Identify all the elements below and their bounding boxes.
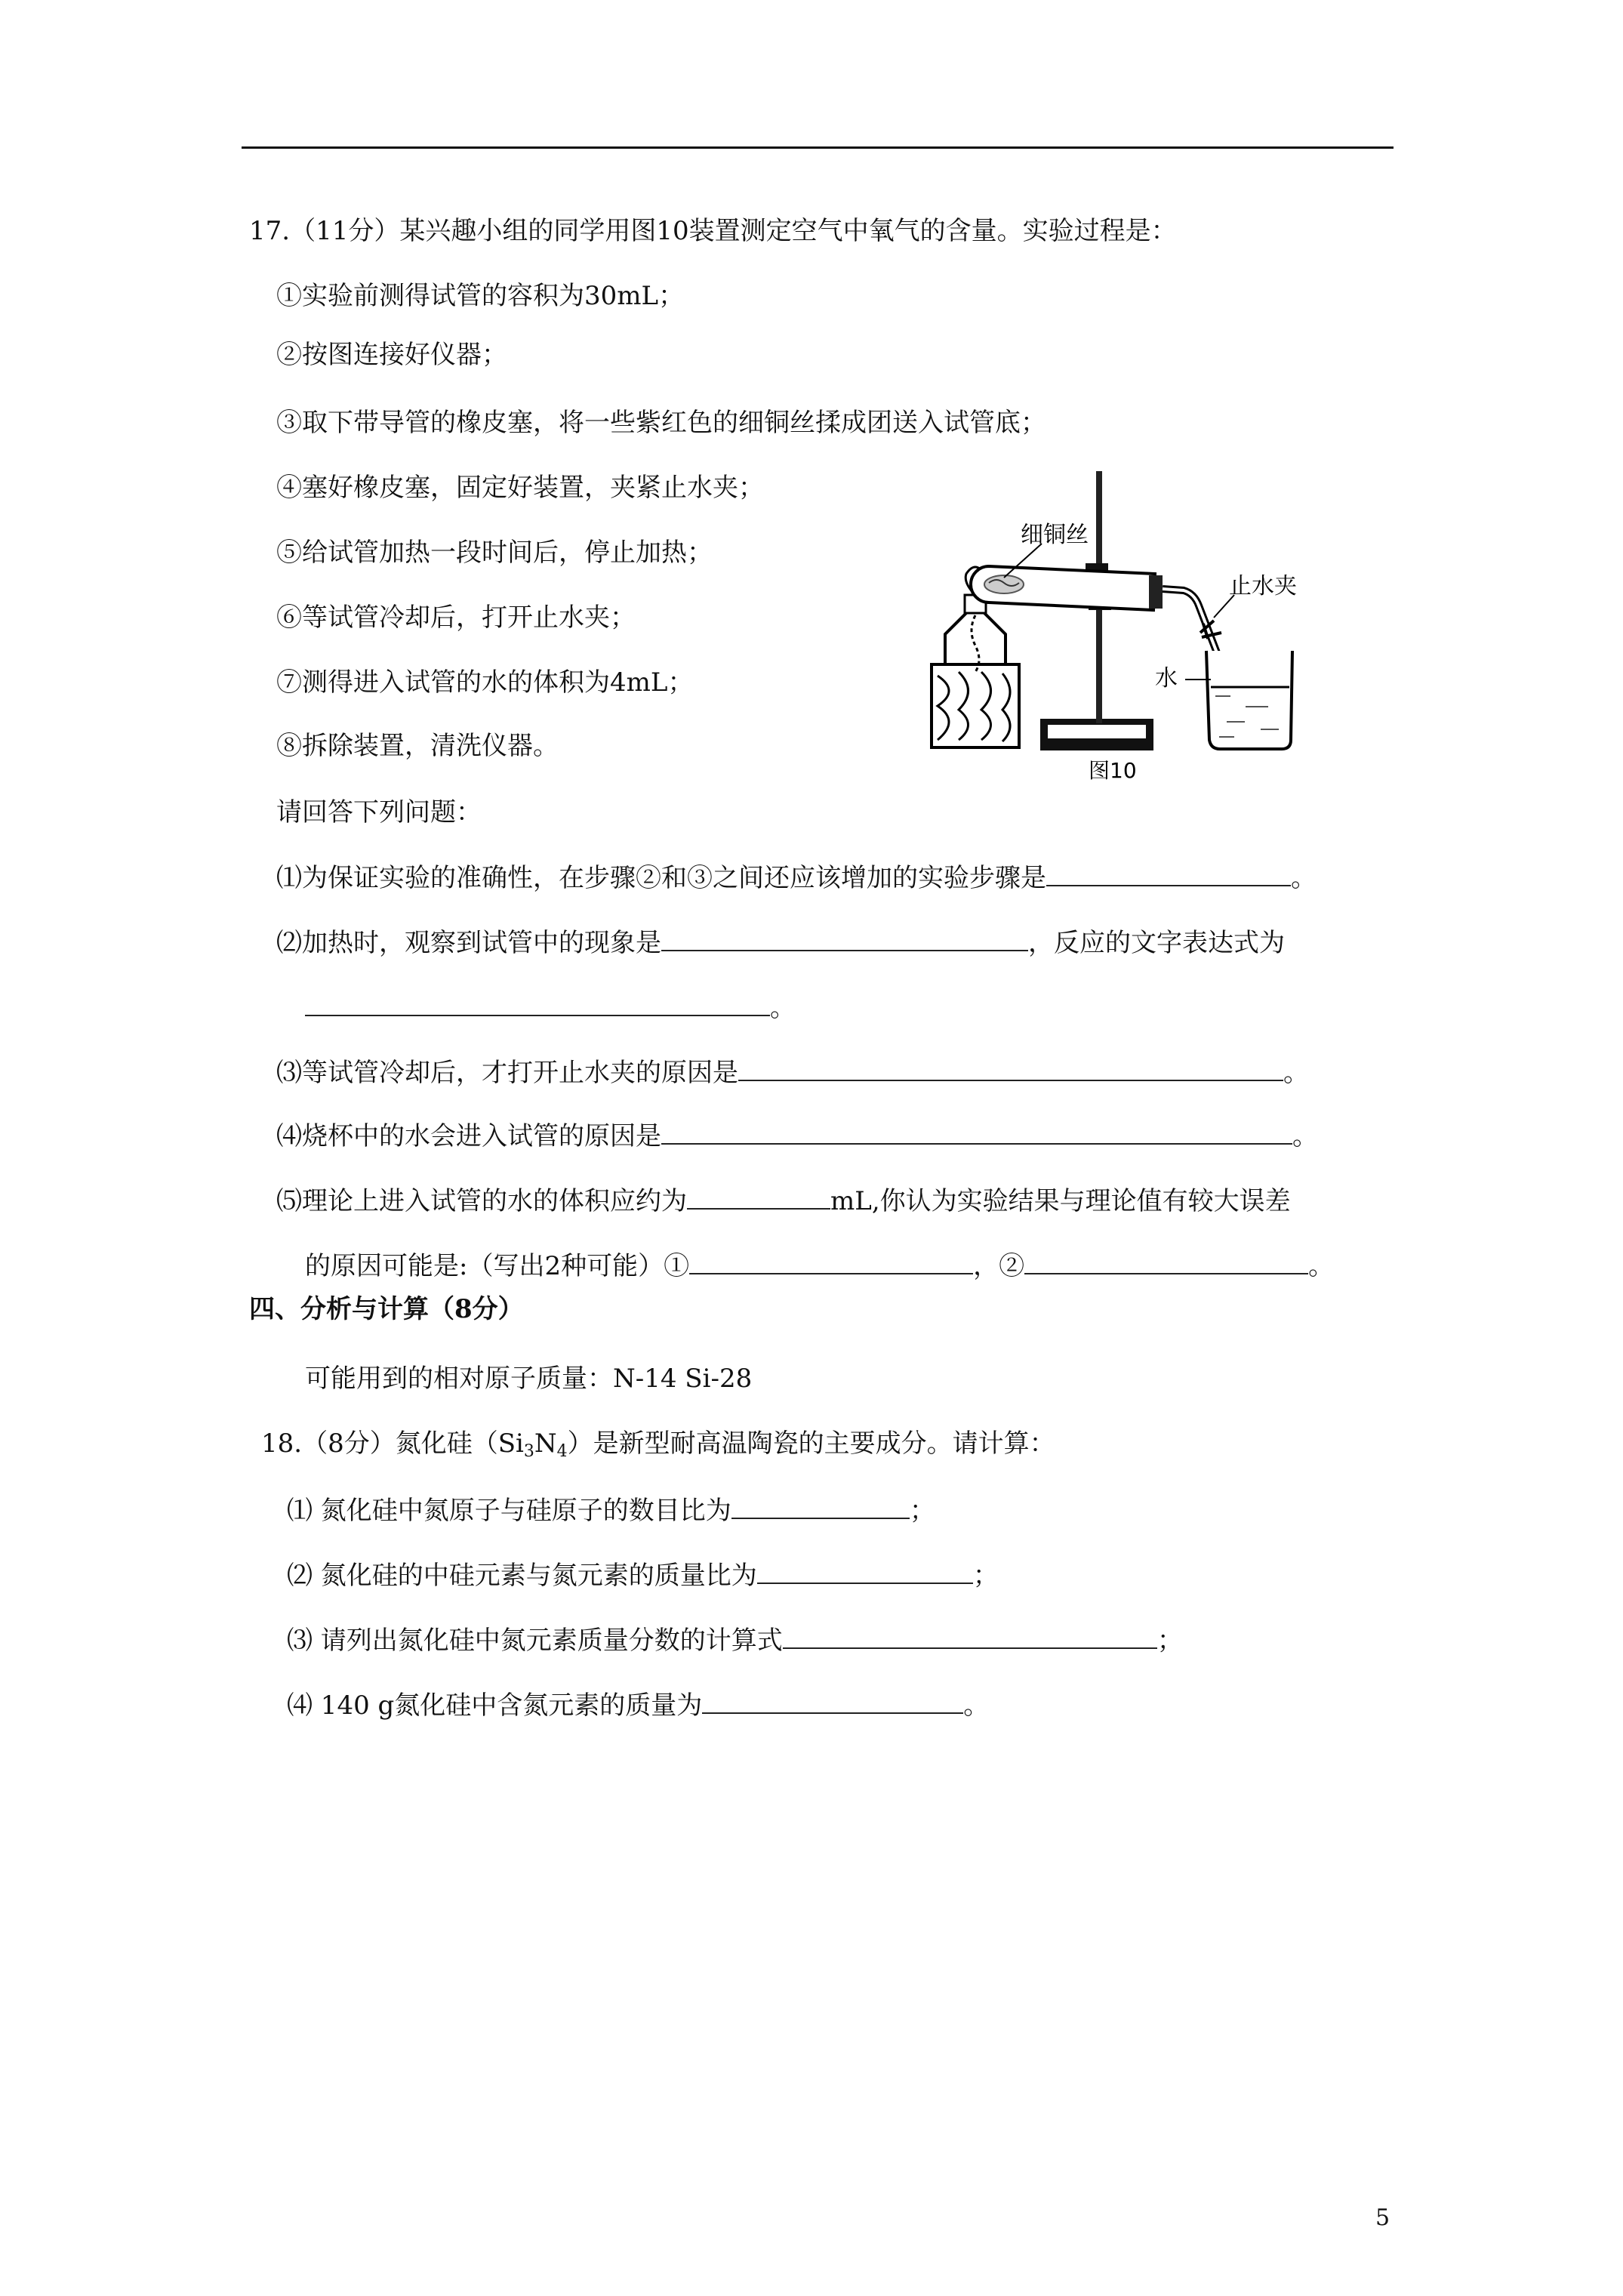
q18-s1-end: ； bbox=[909, 1496, 935, 1526]
q18-s4-text: ⑷ 140 g氮化硅中含氮元素的质量为 bbox=[287, 1690, 703, 1721]
q18-s1-text: ⑴ 氮化硅中氮原子与硅原子的数目比为 bbox=[287, 1496, 731, 1526]
label-copper-wire: 细铜丝 bbox=[1021, 522, 1089, 548]
q17-sub3 bbox=[276, 1052, 1309, 1091]
q17-sub4-text: ⑷烧杯中的水会进入试管的原因是 bbox=[276, 1121, 661, 1151]
q17-sub5 bbox=[276, 1181, 1291, 1219]
q17-sub4-blank[interactable] bbox=[661, 1116, 1292, 1145]
q17-sub5-end: 。 bbox=[1308, 1251, 1335, 1281]
q17-step-7: ⑦测得进入试管的水的体积为4mL； bbox=[276, 667, 694, 698]
q17-sub1 bbox=[276, 858, 1317, 896]
q18-intro-b: N bbox=[534, 1428, 557, 1459]
q18-s3-end: ； bbox=[1156, 1626, 1183, 1656]
q17-intro: 17.（11分）某兴趣小组的同学用图10装置测定空气中氧气的含量。实验过程是： bbox=[249, 216, 1177, 246]
q17-step-3: ③取下带导管的橡皮塞，将一些紫红色的细铜丝揉成团送入试管底； bbox=[276, 408, 1046, 438]
q17-sub2-end: 。 bbox=[770, 993, 796, 1023]
beaker bbox=[1185, 651, 1292, 749]
atomic-mass-note: 可能用到的相对原子质量：N-14 Si-28 bbox=[305, 1364, 753, 1394]
q17-sub2 bbox=[276, 923, 1285, 961]
section-4-heading: 四、分析与计算（8分） bbox=[249, 1294, 524, 1324]
q18-intro-a: 18.（8分）氮化硅（Si bbox=[261, 1428, 524, 1459]
q17-sub5-line2-text: 的原因可能是:（写出2种可能）① bbox=[305, 1251, 690, 1281]
q17-sub2-mid: ，反应的文字表达式为 bbox=[1028, 928, 1285, 958]
q17-step-8: ⑧拆除装置，清洗仪器。 bbox=[276, 731, 559, 761]
q17-sub5-blank-reason1[interactable] bbox=[689, 1246, 973, 1274]
test-tube bbox=[971, 544, 1163, 610]
q17-sub5-unit: mL,你认为实验结果与理论值有较大误差 bbox=[830, 1186, 1291, 1216]
q18-s1 bbox=[287, 1490, 935, 1529]
q17-sub3-blank[interactable] bbox=[738, 1052, 1283, 1081]
q17-sub2-blank-equation[interactable] bbox=[305, 988, 770, 1016]
q17-prompt: 请回答下列问题： bbox=[276, 797, 482, 827]
label-water-clamp: 止水夹 bbox=[1229, 573, 1297, 599]
q17-sub3-text: ⑶等试管冷却后，才打开止水夹的原因是 bbox=[276, 1058, 738, 1088]
q18-s3-blank[interactable] bbox=[783, 1620, 1157, 1649]
q17-sub1-end: 。 bbox=[1291, 863, 1317, 893]
q17-step-4: ④塞好橡皮塞，固定好装置，夹紧止水夹； bbox=[276, 473, 764, 503]
q17-sub1-text: ⑴为保证实验的准确性，在步骤②和③之间还应该增加的实验步骤是 bbox=[276, 863, 1046, 893]
q17-sub4 bbox=[276, 1116, 1318, 1154]
q18-s3-text: ⑶ 请列出氮化硅中氮元素质量分数的计算式 bbox=[287, 1626, 783, 1656]
q18-s4-end: 。 bbox=[963, 1690, 990, 1721]
q18-intro bbox=[261, 1425, 1055, 1470]
q18-s2 bbox=[287, 1555, 999, 1594]
q17-sub1-blank[interactable] bbox=[1046, 858, 1291, 886]
q18-s4 bbox=[287, 1685, 989, 1724]
iron-stand bbox=[1040, 471, 1153, 750]
q17-step-6: ⑥等试管冷却后，打开止水夹； bbox=[276, 603, 636, 633]
q17-sub5-sep: ，② bbox=[973, 1251, 1025, 1281]
header-rule bbox=[242, 146, 1394, 149]
q18-s2-blank[interactable] bbox=[757, 1555, 973, 1584]
q18-s1-blank[interactable] bbox=[731, 1490, 910, 1519]
q17-sub5-blank-reason2[interactable] bbox=[1024, 1246, 1308, 1274]
q17-sub2-text: ⑵加热时，观察到试管中的现象是 bbox=[276, 928, 661, 958]
figure-caption: 图10 bbox=[1089, 758, 1137, 783]
q18-s3 bbox=[287, 1620, 1183, 1659]
q17-sub3-end: 。 bbox=[1283, 1058, 1309, 1088]
figure-10-apparatus bbox=[929, 461, 1351, 793]
page-number: 5 bbox=[1375, 2205, 1390, 2231]
wooden-block bbox=[932, 664, 1019, 747]
q18-s2-text: ⑵ 氮化硅的中硅元素与氮元素的质量比为 bbox=[287, 1561, 757, 1591]
q17-sub5-text: ⑸理论上进入试管的水的体积应约为 bbox=[276, 1186, 687, 1216]
q18-subscript-3: 3 bbox=[523, 1442, 534, 1461]
q17-step-1: ①实验前测得试管的容积为30mL； bbox=[276, 281, 685, 311]
q18-s2-end: ； bbox=[972, 1561, 999, 1591]
q17-sub5-blank-volume[interactable] bbox=[687, 1181, 830, 1210]
q17-step-5: ⑤给试管加热一段时间后，停止加热； bbox=[276, 538, 713, 568]
label-water: 水 bbox=[1155, 665, 1178, 692]
q17-sub4-end: 。 bbox=[1292, 1121, 1318, 1151]
q18-subscript-4: 4 bbox=[556, 1442, 568, 1461]
q17-sub2-line2 bbox=[305, 988, 796, 1026]
q17-step-2: ②按图连接好仪器； bbox=[276, 340, 507, 370]
q17-sub5-line2 bbox=[305, 1246, 1334, 1284]
q18-intro-c: ）是新型耐高温陶瓷的主要成分。请计算： bbox=[567, 1428, 1055, 1459]
q18-s4-blank[interactable] bbox=[702, 1685, 963, 1714]
q17-sub2-blank-phenomenon[interactable] bbox=[661, 923, 1028, 951]
